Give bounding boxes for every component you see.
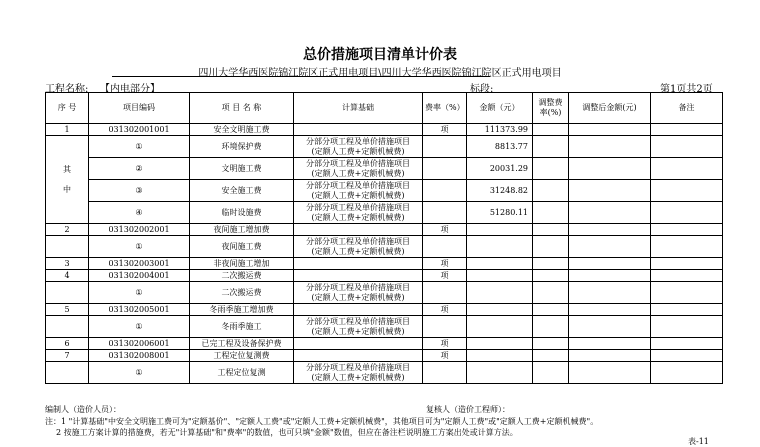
header-rate: 费率（%） xyxy=(423,93,467,124)
row-sub-marker: ① xyxy=(89,136,190,158)
row-amount: 111373.99 xyxy=(467,124,533,136)
measures-table xyxy=(45,92,723,384)
row-basis xyxy=(294,180,423,202)
row-name: 工程定位复测费 xyxy=(190,350,294,362)
row-basis xyxy=(294,202,423,224)
header-adj-rate: 调整费率(%) xyxy=(533,93,569,124)
row-remark xyxy=(651,158,723,180)
section-label: 【内电部分】 xyxy=(100,84,160,95)
row-basis xyxy=(294,362,423,384)
basis-line: 分部分项工程及单价措施项目 xyxy=(306,282,410,292)
row-name: 安全文明施工费 xyxy=(190,124,294,136)
page-indicator: 第1页共2页 xyxy=(660,84,713,95)
row-basis xyxy=(294,236,423,258)
basis-line: (定额人工费+定额机械费) xyxy=(311,190,405,200)
table-header-row xyxy=(46,93,723,124)
row-sub-marker: ④ xyxy=(89,202,190,224)
row-rate xyxy=(423,316,467,338)
row-adj-amount xyxy=(569,304,651,316)
row-sub-marker: ① xyxy=(89,282,190,304)
row-name: 夜间施工增加费 xyxy=(190,224,294,236)
row-adj-amount xyxy=(569,180,651,202)
row-rate: 项 xyxy=(423,124,467,136)
reviewer-label: 复核人（造价工程师）： xyxy=(426,405,510,414)
row-name: 冬雨季施工增加费 xyxy=(190,304,294,316)
header-remark: 备注 xyxy=(651,93,723,124)
row-basis xyxy=(294,304,423,316)
row-adj-amount xyxy=(569,316,651,338)
project-name: 四川大学华西医院锦江院区正式用电项目\四川大学华西医院锦江院区正式用电项目 xyxy=(198,68,562,79)
row-adj-rate xyxy=(533,224,569,236)
row-rate xyxy=(423,158,467,180)
row-name: 二次搬运费 xyxy=(190,282,294,304)
row-name: 文明施工费 xyxy=(190,158,294,180)
row-adj-rate xyxy=(533,236,569,258)
row-adj-amount xyxy=(569,224,651,236)
row-basis xyxy=(294,350,423,362)
row-adj-rate xyxy=(533,362,569,384)
row-adj-amount xyxy=(569,136,651,158)
row-rate xyxy=(423,136,467,158)
row-adj-amount xyxy=(569,362,651,384)
header-amount: 金额（元） xyxy=(467,93,533,124)
basis-line: 分部分项工程及单价措施项目 xyxy=(306,158,410,168)
row-seq xyxy=(46,316,89,338)
row-adj-rate xyxy=(533,338,569,350)
row-code: 031302002001 xyxy=(89,224,190,236)
row-rate: 项 xyxy=(423,224,467,236)
row-name: 环境保护费 xyxy=(190,136,294,158)
row-remark xyxy=(651,224,723,236)
row-remark xyxy=(651,124,723,136)
row-adj-amount xyxy=(569,350,651,362)
row-remark xyxy=(651,202,723,224)
row-amount xyxy=(467,350,533,362)
table-row xyxy=(46,270,723,282)
row-rate: 项 xyxy=(423,338,467,350)
table-row xyxy=(46,362,723,384)
note-2: 2 按施工方案计算的措施费，若无"计算基础"和"费率"的数值，也可只填"金额"数值，但应在备注栏说明施工方案出处或计算方法。 xyxy=(56,428,518,437)
row-rate: 项 xyxy=(423,258,467,270)
row-code: 031302003001 xyxy=(89,258,190,270)
row-rate xyxy=(423,362,467,384)
row-seq: 6 xyxy=(46,338,89,350)
row-name: 二次搬运费 xyxy=(190,270,294,282)
row-seq xyxy=(46,236,89,258)
row-amount: 31248.82 xyxy=(467,180,533,202)
row-seq: 5 xyxy=(46,304,89,316)
row-amount: 20031.29 xyxy=(467,158,533,180)
basis-line: (定额人工费+定额机械费) xyxy=(311,168,405,178)
row-adj-rate xyxy=(533,316,569,338)
row-amount xyxy=(467,304,533,316)
page-title: 总价措施项目清单计价表 xyxy=(303,47,457,63)
bid-label: 标段: xyxy=(470,84,494,95)
preparer-label: 编制人（造价人员）： xyxy=(45,405,121,414)
basis-line: 分部分项工程及单价措施项目 xyxy=(306,236,410,246)
row-remark xyxy=(651,270,723,282)
row-adj-amount xyxy=(569,236,651,258)
row-name: 冬雨季施工 xyxy=(190,316,294,338)
row-remark xyxy=(651,136,723,158)
row-adj-amount xyxy=(569,270,651,282)
row-adj-rate xyxy=(533,270,569,282)
basis-line: (定额人工费+定额机械费) xyxy=(311,326,405,336)
note-1: 注：1 "计算基础"中安全文明施工费可为"定额基价"、"定额人工费"或"定额人工费+定额机械费"，其他项目可为"定额人工费"或"定额人工费+定额机械费"。 xyxy=(45,417,599,426)
row-amount xyxy=(467,338,533,350)
header-basis: 计算基础 xyxy=(294,93,423,124)
row-amount xyxy=(467,282,533,304)
row-basis xyxy=(294,282,423,304)
row-adj-rate xyxy=(533,180,569,202)
header-seq: 序 号 xyxy=(46,93,89,124)
header-code: 项目编码 xyxy=(89,93,190,124)
row-adj-amount xyxy=(569,124,651,136)
basis-line: (定额人工费+定额机械费) xyxy=(311,212,405,222)
row-basis xyxy=(294,136,423,158)
row-amount xyxy=(467,362,533,384)
row-sub-marker: ② xyxy=(89,158,190,180)
row-seq: 3 xyxy=(46,258,89,270)
row-sub-marker: ① xyxy=(89,362,190,384)
row-adj-rate xyxy=(533,124,569,136)
row-code: 031302008001 xyxy=(89,350,190,362)
table-row xyxy=(46,304,723,316)
row-seq xyxy=(46,282,89,304)
sub-group-label xyxy=(46,136,89,224)
row-rate xyxy=(423,236,467,258)
row-rate xyxy=(423,202,467,224)
row-remark xyxy=(651,350,723,362)
table-row xyxy=(46,236,723,258)
basis-line: (定额人工费+定额机械费) xyxy=(311,246,405,256)
row-rate: 项 xyxy=(423,350,467,362)
row-remark xyxy=(651,258,723,270)
row-adj-rate xyxy=(533,350,569,362)
row-basis xyxy=(294,316,423,338)
row-code: 031302006001 xyxy=(89,338,190,350)
row-sub-marker: ③ xyxy=(89,180,190,202)
row-name: 已完工程及设备保护费 xyxy=(190,338,294,350)
table-row xyxy=(46,316,723,338)
row-amount xyxy=(467,316,533,338)
row-rate: 项 xyxy=(423,270,467,282)
row-seq: 2 xyxy=(46,224,89,236)
table-row xyxy=(46,158,723,180)
project-underline xyxy=(112,76,490,77)
basis-line: (定额人工费+定额机械费) xyxy=(311,372,405,382)
basis-line: 分部分项工程及单价措施项目 xyxy=(306,362,410,372)
row-remark xyxy=(651,180,723,202)
row-basis xyxy=(294,224,423,236)
sub-group-char: 其 xyxy=(63,164,71,174)
header-adj-amount: 调整后金额(元) xyxy=(569,93,651,124)
basis-line: 分部分项工程及单价措施项目 xyxy=(306,316,410,326)
row-name: 安全施工费 xyxy=(190,180,294,202)
table-row xyxy=(46,136,723,158)
row-adj-amount xyxy=(569,258,651,270)
row-code: 031302001001 xyxy=(89,124,190,136)
row-basis xyxy=(294,270,423,282)
table-row xyxy=(46,350,723,362)
row-adj-amount xyxy=(569,158,651,180)
table-row xyxy=(46,180,723,202)
row-name: 工程定位复测 xyxy=(190,362,294,384)
row-adj-amount xyxy=(569,282,651,304)
row-remark xyxy=(651,316,723,338)
row-remark xyxy=(651,338,723,350)
row-remark xyxy=(651,362,723,384)
header-name: 项 目 名 称 xyxy=(190,93,294,124)
row-amount xyxy=(467,224,533,236)
row-adj-rate xyxy=(533,304,569,316)
row-basis xyxy=(294,158,423,180)
row-amount xyxy=(467,258,533,270)
row-seq: 4 xyxy=(46,270,89,282)
basis-line: (定额人工费+定额机械费) xyxy=(311,146,405,156)
row-code: 031302005001 xyxy=(89,304,190,316)
row-remark xyxy=(651,304,723,316)
row-rate: 项 xyxy=(423,304,467,316)
row-code: 031302004001 xyxy=(89,270,190,282)
row-name: 非夜间施工增加 xyxy=(190,258,294,270)
table-number: 表-11 xyxy=(688,437,709,446)
table-row xyxy=(46,202,723,224)
row-remark xyxy=(651,236,723,258)
row-adj-rate xyxy=(533,282,569,304)
project-label: 工程名称: xyxy=(45,84,89,95)
sub-group-char: 中 xyxy=(63,184,71,194)
row-amount: 8813.77 xyxy=(467,136,533,158)
row-basis xyxy=(294,338,423,350)
row-adj-rate xyxy=(533,136,569,158)
table-row xyxy=(46,282,723,304)
row-rate xyxy=(423,282,467,304)
row-adj-rate xyxy=(533,202,569,224)
row-amount xyxy=(467,236,533,258)
row-adj-rate xyxy=(533,258,569,270)
table-row xyxy=(46,338,723,350)
table-row xyxy=(46,258,723,270)
table-row xyxy=(46,224,723,236)
row-seq xyxy=(46,362,89,384)
row-rate xyxy=(423,180,467,202)
row-name: 临时设施费 xyxy=(190,202,294,224)
row-amount: 51280.11 xyxy=(467,202,533,224)
row-name: 夜间施工费 xyxy=(190,236,294,258)
table-row xyxy=(46,124,723,136)
basis-line: 分部分项工程及单价措施项目 xyxy=(306,202,410,212)
row-adj-amount xyxy=(569,338,651,350)
row-adj-rate xyxy=(533,158,569,180)
basis-line: 分部分项工程及单价措施项目 xyxy=(306,136,410,146)
row-basis xyxy=(294,124,423,136)
row-basis xyxy=(294,258,423,270)
basis-line: 分部分项工程及单价措施项目 xyxy=(306,180,410,190)
row-sub-marker: ① xyxy=(89,316,190,338)
row-remark xyxy=(651,282,723,304)
row-seq: 7 xyxy=(46,350,89,362)
row-amount xyxy=(467,270,533,282)
row-seq: 1 xyxy=(46,124,89,136)
row-sub-marker: ① xyxy=(89,236,190,258)
row-adj-amount xyxy=(569,202,651,224)
basis-line: (定额人工费+定额机械费) xyxy=(311,292,405,302)
